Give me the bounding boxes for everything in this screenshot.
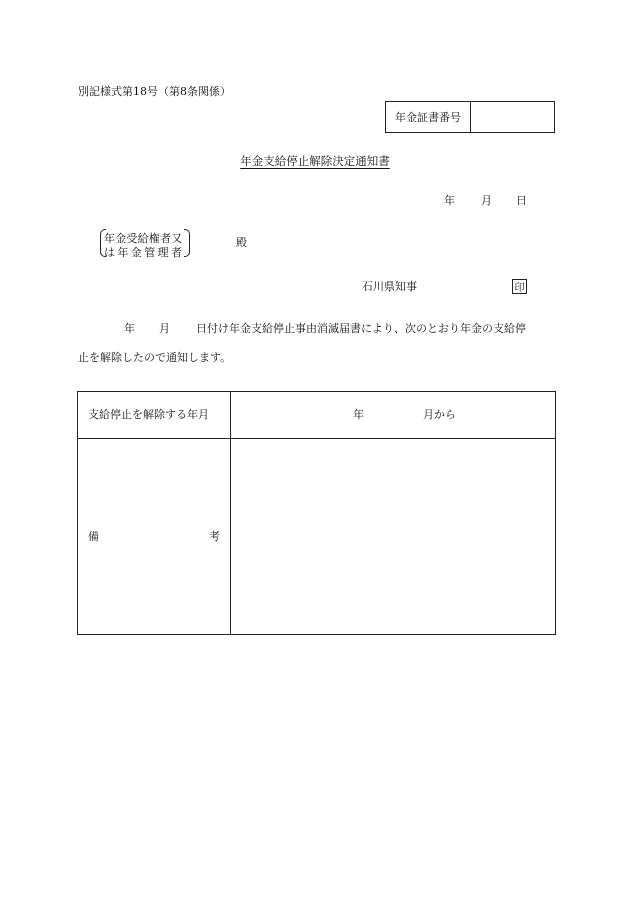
body-text-line-2: 止を解除したので通知します。 <box>78 351 232 364</box>
release-year-unit: 年 <box>353 408 364 421</box>
remarks-label-first-char: 備 <box>88 530 99 543</box>
addressee-line-2: は年金管理者 <box>104 246 185 259</box>
document-title <box>0 156 630 168</box>
release-month-label: 支給停止を解除する年月 <box>88 408 209 421</box>
honorific-dono: 殿 <box>236 236 247 249</box>
date-month-label: 月 <box>481 194 492 207</box>
remarks-label-second-char: 考 <box>209 530 220 543</box>
body-text-line-1: 日付け年金支給停止事由消滅届書により、次のとおり年金の支給停 <box>196 322 526 335</box>
addressee-right-bracket <box>184 229 190 257</box>
suspension-release-table <box>77 391 556 635</box>
date-day-label: 日 <box>516 194 527 207</box>
certificate-number-box <box>385 101 555 133</box>
form-number-label: 別記様式第18号（第8条関係） <box>78 85 231 98</box>
issuer-name: 石川県知事 <box>362 280 417 293</box>
seal-mark: 印 <box>512 279 527 294</box>
certificate-number-label: 年金証書番号 <box>386 102 471 132</box>
addressee-block <box>100 229 190 259</box>
certificate-number-field[interactable] <box>471 102 554 132</box>
document-title-text: 年金支給停止解除決定通知書 <box>240 154 390 168</box>
body-year-label: 年 <box>124 322 135 335</box>
addressee-line-1: 年金受給権者又 <box>104 232 183 245</box>
release-month-unit: 月から <box>423 408 456 421</box>
date-year-label: 年 <box>444 194 455 207</box>
body-month-label: 月 <box>159 322 170 335</box>
remarks-field[interactable] <box>231 439 555 634</box>
